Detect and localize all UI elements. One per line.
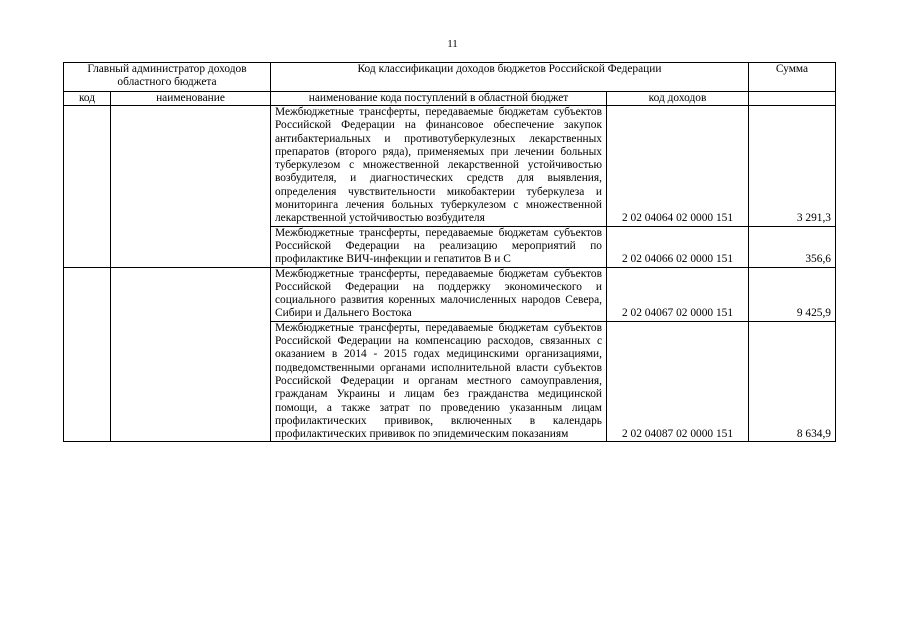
income-amount: 9 425,9	[749, 267, 836, 321]
admin-name-cell	[111, 267, 271, 442]
budget-income-table	[63, 62, 836, 442]
subheader-code: код	[64, 92, 111, 106]
income-code: 2 02 04064 02 0000 151	[607, 106, 749, 227]
subheader-income-code: код доходов	[607, 92, 749, 106]
table-subheader-row	[64, 92, 836, 106]
income-description: Межбюджетные трансферты, передаваемые бюджетам субъектов Российской Федерации на финансовое обеспечение закупок антибактериальных и противотуберкулезных лекарственных препаратов (второго ряда), применяемых при лечении больных туберкулезом с множественной лекарственной устойчивостью возбудителя, и диагностических средств для выявления, определения чувствительности микобактерии туберкулеза и мониторинга лечения больных туберкулезом с множественной лекарственной устойчивостью возбудителя	[271, 106, 607, 227]
header-admin-group: Главный администратор доходов областного бюджета	[64, 63, 271, 92]
income-code: 2 02 04066 02 0000 151	[607, 226, 749, 267]
admin-code-cell	[64, 267, 111, 442]
admin-code-cell	[64, 106, 111, 268]
header-sum: Сумма	[749, 63, 836, 92]
income-description: Межбюджетные трансферты, передаваемые бюджетам субъектов Российской Федерации на реализацию мероприятий по профилактике ВИЧ-инфекции и гепатитов В и С	[271, 226, 607, 267]
table-row	[64, 106, 836, 227]
income-code: 2 02 04067 02 0000 151	[607, 267, 749, 321]
header-classification: Код классификации доходов бюджетов Российской Федерации	[271, 63, 749, 92]
page-number: 11	[447, 38, 458, 50]
admin-name-cell	[111, 106, 271, 268]
income-code: 2 02 04087 02 0000 151	[607, 321, 749, 442]
income-amount: 3 291,3	[749, 106, 836, 227]
subheader-sum-empty	[749, 92, 836, 106]
income-amount: 356,6	[749, 226, 836, 267]
income-description: Межбюджетные трансферты, передаваемые бюджетам субъектов Российской Федерации на компенсацию расходов, связанных с оказанием в 2014 - 2015 годах медицинскими организациями, подведомственными органами исполнительной власти субъектов Российской Федерации и органам местного самоуправления, гражданам Украины и лицам без гражданства медицинской помощи, а также затрат по проведению указанным лицам профилактических прививок, включенных в календарь профилактических прививок по эпидемическим показаниям	[271, 321, 607, 442]
table-row	[64, 267, 836, 321]
income-description: Межбюджетные трансферты, передаваемые бюджетам субъектов Российской Федерации на поддержку экономического и социального развития коренных малочисленных народов Севера, Сибири и Дальнего Востока	[271, 267, 607, 321]
subheader-name: наименование	[111, 92, 271, 106]
subheader-income-name: наименование кода поступлений в областной бюджет	[271, 92, 607, 106]
income-amount: 8 634,9	[749, 321, 836, 442]
table-header-row	[64, 63, 836, 92]
